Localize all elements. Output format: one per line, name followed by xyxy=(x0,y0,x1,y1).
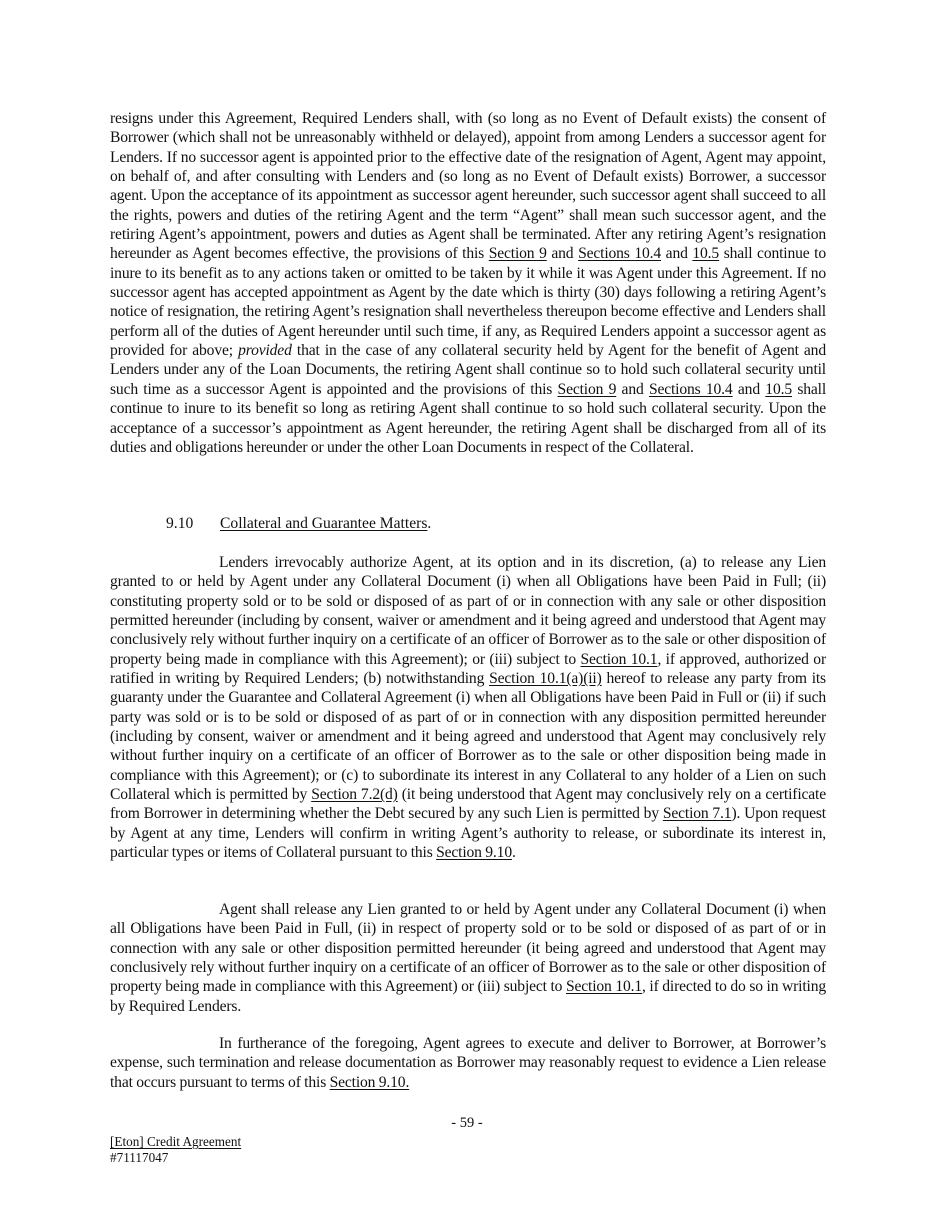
section-reference-link[interactable]: Section 9.10. xyxy=(329,1073,410,1091)
paragraph-text: resigns under this Agreement, Required Lenders shall, with (so long as no Event of Default exists) the consent of Borrower (which shall not be unreasonably withheld or delayed), appoint from among Lenders a successor agent for Lenders. If no successor agent is appointed prior to the effective date of the resignation of Agent, Agent may appoint, on behalf of, and after consulting with Lenders and (so long as no Event of Default exists) Borrower, a successor agent. Upon the acceptance of its appointment as successor agent hereunder, such successor agent shall succeed to all the rights, powers and duties of the retiring Agent and the term “Agent” shall mean such successor agent, and the retiring Agent’s appointment, powers and duties as Agent shall be terminated. After any retiring Agent’s resignation hereunder as Agent becomes effective, the provisions of this Section 9 and Sections 10.4 and 10.5 shall continue to inure to its benefit as to any actions taken or omitted to be taken by it while it was Agent under this Agreement. If no successor agent has accepted appointment as Agent by the date which is thirty (30) days following a retiring Agent’s notice of resignation, the retiring Agent’s resignation shall nevertheless thereupon become effective and Lenders shall perform all of the duties of Agent hereunder until such time, if any, as Required Lenders appoint a successor agent as provided for above; provided that in the case of any collateral security held by Agent for the benefit of Agent and Lenders under any of the Loan Documents, the retiring Agent shall continue so to hold such collateral security until such time as a successor Agent is appointed and the provisions of this Section 9 and Sections 10.4 and 10.5 shall continue to inure to its benefit so long as retiring Agent shall continue to so hold such collateral security. Upon the acceptance of a successor’s appointment as Agent hereunder, the retiring Agent shall be discharged from all of its duties and obligations hereunder or under the other Loan Documents in respect of the Collateral. xyxy=(110,110,827,456)
paragraph-agent-resignation xyxy=(110,109,826,457)
emphasis-text: provided xyxy=(238,342,292,360)
paragraph-text: In furtherance of the foregoing, Agent agrees to execute and deliver to Borrower, at Borrower’s expense, such termination and release documentation as Borrower may reasonably request to evidence a Lien release that occurs pursuant to terms of this Section 9.10. xyxy=(110,1035,826,1091)
section-reference-link[interactable]: Sections 10.4 xyxy=(648,380,733,398)
paragraph-lien-release xyxy=(110,900,826,1016)
section-reference-link[interactable]: 10.5 xyxy=(692,245,720,263)
section-reference-link[interactable]: Sections 10.4 xyxy=(578,245,662,263)
section-number: 9.10 xyxy=(166,515,194,532)
section-reference-link[interactable]: Section 9 xyxy=(557,380,617,398)
section-reference-link[interactable]: Section 7.2(d) xyxy=(311,786,398,804)
paragraph-release-documentation xyxy=(110,1034,826,1092)
section-reference-link[interactable]: Section 10.1(a)(ii) xyxy=(489,670,602,688)
paragraph-release-authorization xyxy=(110,553,826,863)
document-footer xyxy=(110,1134,241,1165)
section-reference-link[interactable]: Section 10.1 xyxy=(580,650,658,668)
paragraph-text: Lenders irrevocably authorize Agent, at its option and in its discretion, (a) to release any Lien granted to or held by Agent under any Collateral Document (i) when all Obligations have been Paid in Full; (ii) constituting property sold or to be sold or disposed of as part of or in connection with any sale or other disposition permitted hereunder (including by consent, waiver or amendment and it being agreed and understood that Agent may conclusively rely without further inquiry on a certificate of an officer of Borrower as to the sale or other disposition of property being made in compliance with this Agreement); or (iii) subject to Section 10.1, if approved, authorized or ratified in writing by Required Lenders; (b) notwithstanding Section 10.1(a)(ii) hereof to release any party from its guaranty under the Guarantee and Collateral Agreement (i) when all Obligations have been Paid in Full or (ii) if such party was sold or is to be sold or disposed of as part of or in connection with any disposition permitted hereunder (including by consent, waiver or amendment and it being agreed and understood that Agent may conclusively rely without further inquiry on a certificate of an officer of Borrower as to the sale or other disposition being made in compliance with this Agreement); or (c) to subordinate its interest in any Collateral to any holder of a Lien on such Collateral which is permitted by Section 7.2(d) (it being understood that Agent may conclusively rely on a certificate from Borrower in determining whether the Debt secured by any such Lien is permitted by Section 7.1). Upon request by Agent at any time, Lenders will confirm in writing Agent’s authority to release, or subordinate its interest in, particular types or items of Collateral pursuant to this Section 9.10. xyxy=(110,554,827,862)
page-number: - 59 - xyxy=(451,1115,483,1131)
footer-document-title: [Eton] Credit Agreement xyxy=(110,1134,242,1149)
section-reference-link[interactable]: Section 9.10 xyxy=(436,844,512,862)
footer-document-id: #71117047 xyxy=(110,1149,169,1165)
section-title-period: . xyxy=(427,515,432,532)
section-reference-link[interactable]: Section 7.1 xyxy=(662,805,732,823)
section-reference-link[interactable]: Section 9 xyxy=(488,245,547,263)
section-reference-link[interactable]: 10.5 xyxy=(765,380,792,398)
section-reference-link[interactable]: Section 10.1 xyxy=(565,978,643,996)
section-title: Collateral and Guarantee Matters xyxy=(220,515,428,532)
paragraph-text: Agent shall release any Lien granted to or held by Agent under any Collateral Document (i) when all Obligations have been Paid in Full, (ii) in respect of property sold or to be sold or disposed of as part of or in connection with any sale or other disposition permitted hereunder (it being agreed and understood that Agent may conclusively rely without further inquiry on a certificate of an officer of Borrower as to the sale or other disposition of property being made in compliance with this Agreement) or (iii) subject to Section 10.1, if directed to do so in writing by Required Lenders. xyxy=(110,901,826,1015)
section-heading xyxy=(166,514,431,534)
